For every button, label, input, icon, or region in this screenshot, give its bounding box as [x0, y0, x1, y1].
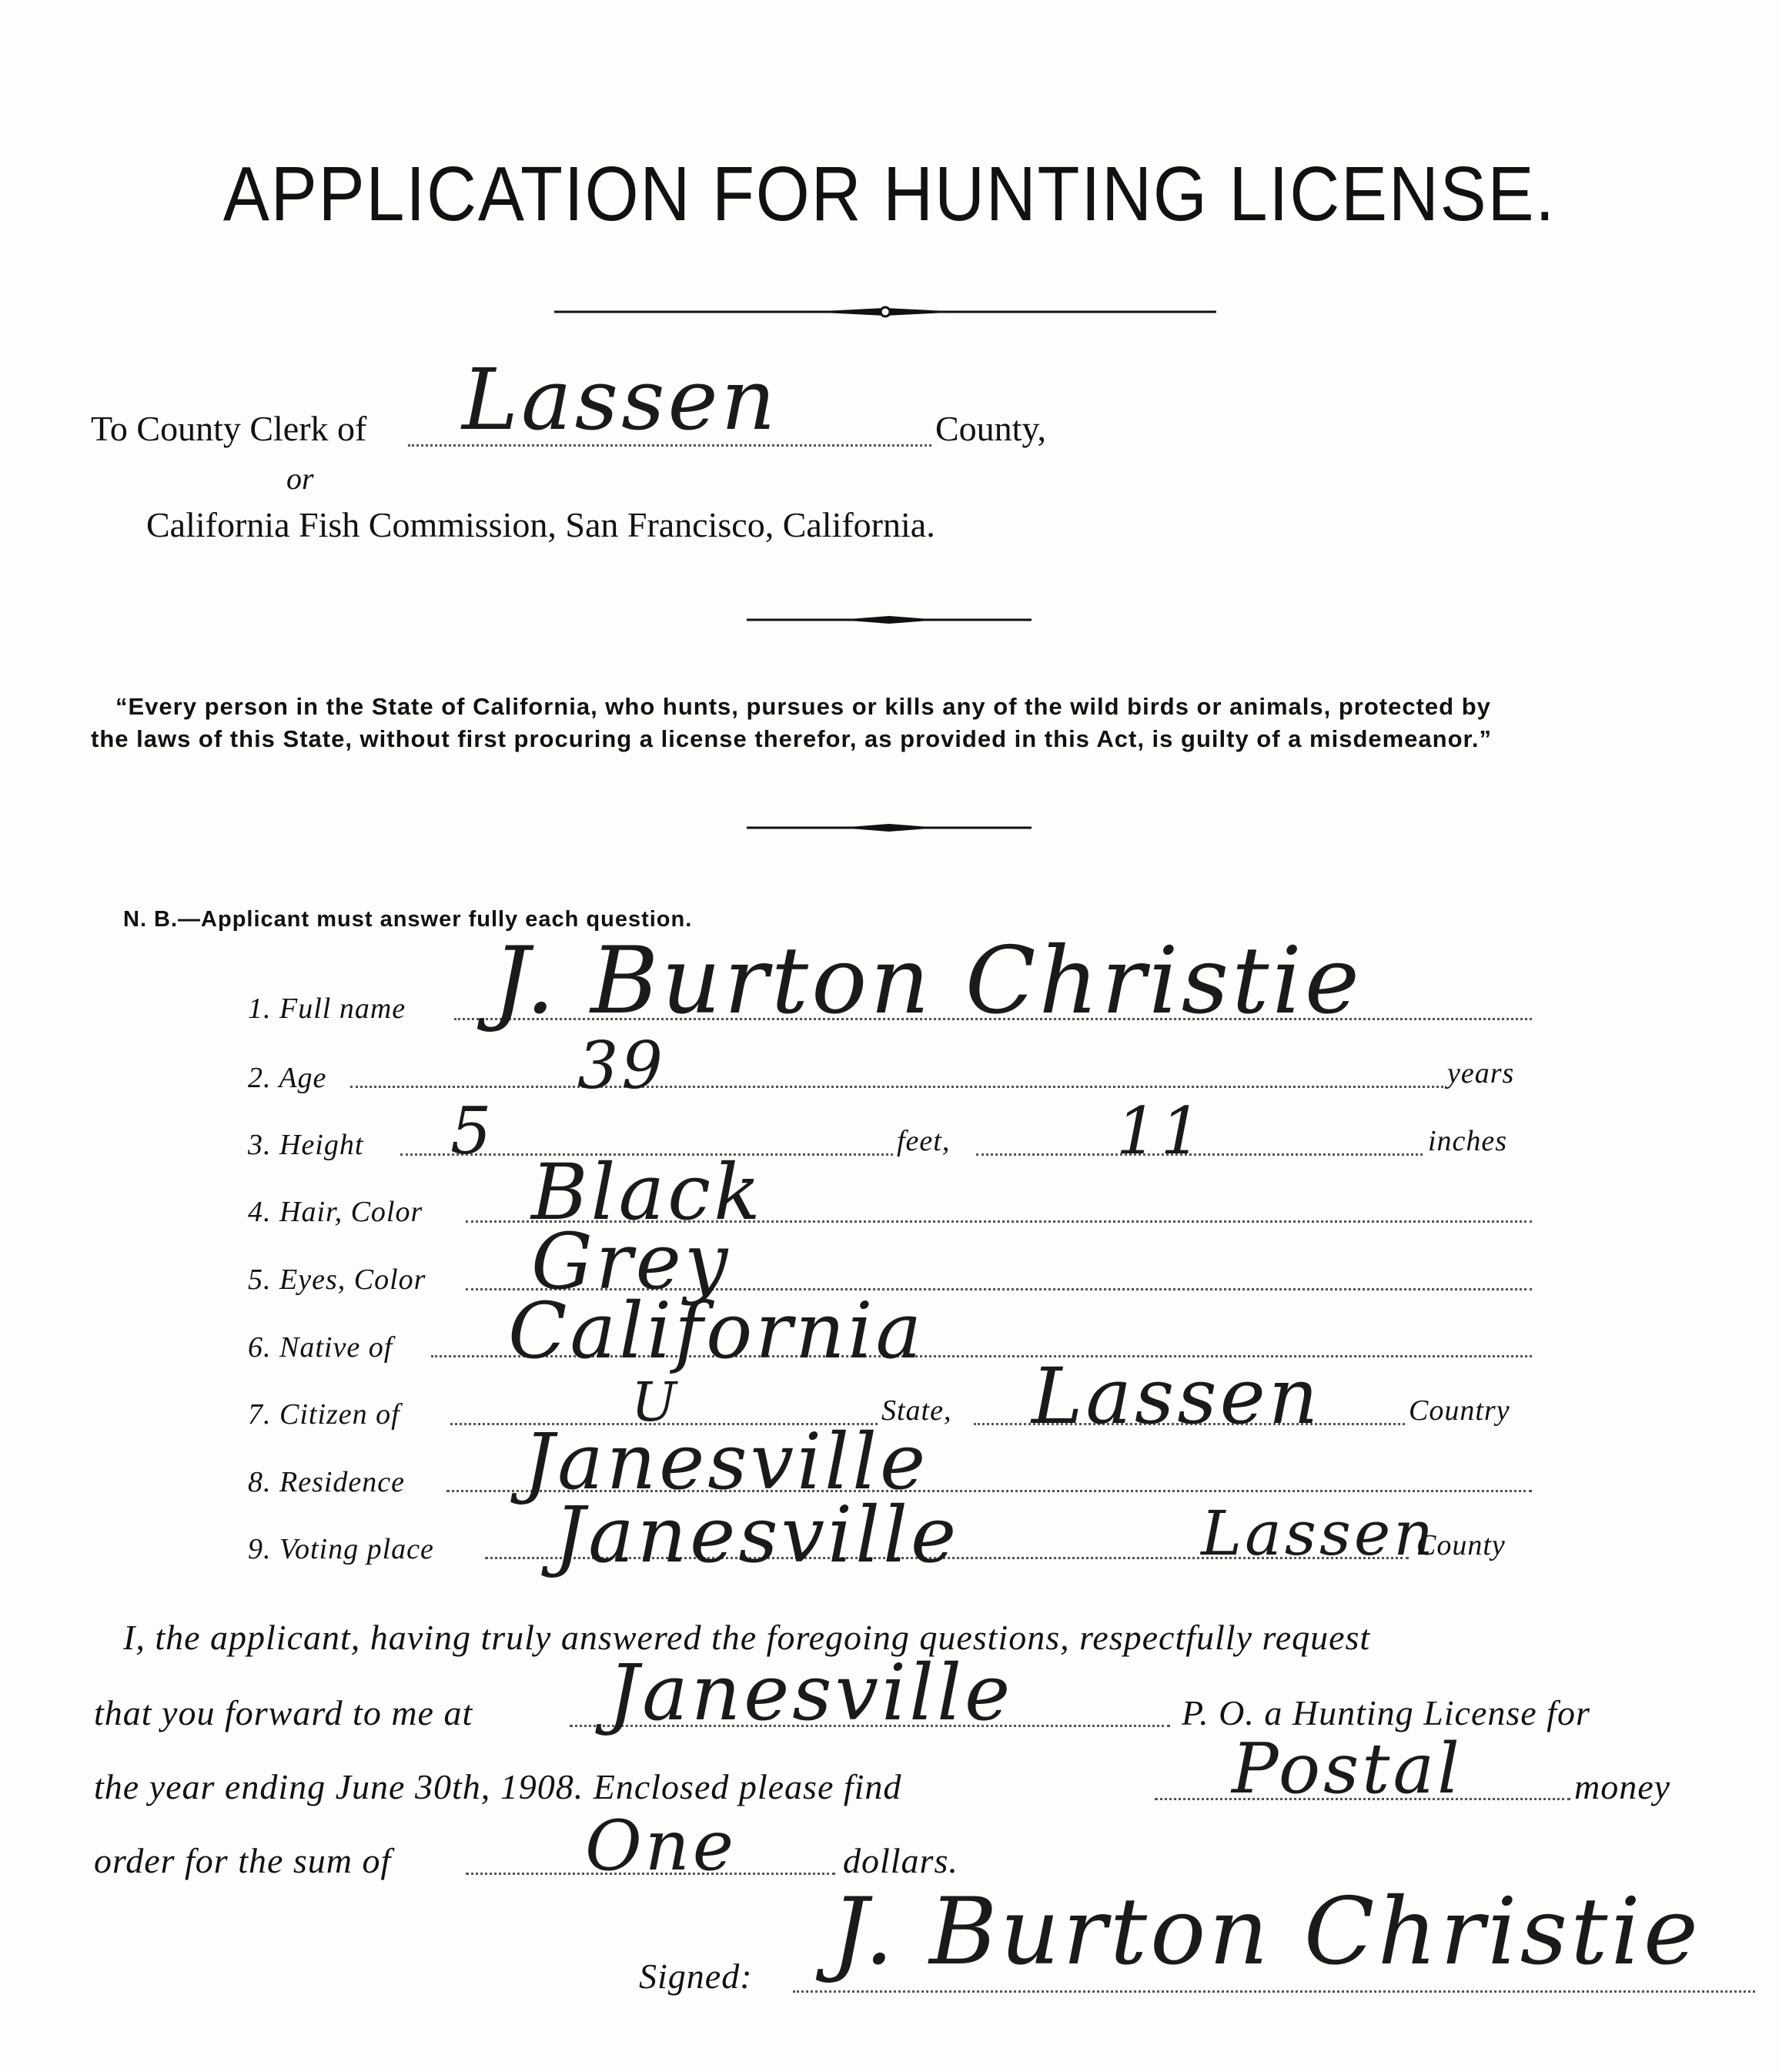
county-suffix-label: County,	[935, 409, 1046, 448]
handwritten-age: 39	[577, 1028, 666, 1103]
to-county-clerk-label: To County Clerk of	[91, 409, 367, 448]
q6-native-of-label: 6. Native of	[248, 1331, 393, 1364]
q7-state-label: State,	[881, 1394, 952, 1427]
handwritten-native: California	[508, 1286, 925, 1376]
request-money-label: money	[1574, 1767, 1671, 1806]
handwritten-hair: Black	[531, 1147, 764, 1237]
nb-instruction: N. B.—Applicant must answer fully each question.	[123, 907, 693, 932]
notice-line-1: “Every person in the State of California, who hunts, pursues or kills any of the wild birds or animals, protected by	[115, 693, 1491, 720]
q3-height-label: 3. Height	[248, 1129, 364, 1161]
commission-label: California Fish Commission, San Francisco, California.	[146, 505, 935, 544]
q1-full-name-label: 1. Full name	[248, 992, 406, 1025]
handwritten-full-name: J. Burton Christie	[493, 928, 1363, 1035]
q3-inches-label: inches	[1428, 1125, 1508, 1157]
q7-citizen-of-label: 7. Citizen of	[248, 1398, 400, 1431]
q9-voting-place-label: 9. Voting place	[248, 1533, 434, 1565]
handwritten-forward-to: Janesville	[608, 1648, 1014, 1738]
signed-label: Signed:	[639, 1957, 753, 1996]
ornamental-divider	[554, 304, 1216, 320]
q7-country-label: Country	[1409, 1394, 1510, 1427]
notice-line-2: the laws of this State, without first procuring a license therefor, as provided in this Act, is guilty of a misdemeanor.”	[91, 725, 1493, 752]
handwritten-voting-place: Janesville	[554, 1490, 960, 1580]
or-label: or	[286, 461, 314, 496]
handwritten-height-feet: 5	[450, 1093, 495, 1169]
handwritten-eyes: Grey	[531, 1217, 731, 1307]
q2-age-label: 2. Age	[248, 1062, 327, 1094]
q4-hair-color-label: 4. Hair, Color	[248, 1196, 423, 1228]
handwritten-sum: One	[585, 1806, 737, 1886]
signature-blank-line	[793, 1990, 1755, 1993]
request-dollars-label: dollars.	[843, 1841, 958, 1880]
q9-county-label: County	[1416, 1529, 1506, 1562]
request-forward-label: that you forward to me at	[94, 1693, 473, 1732]
request-sum-label: order for the sum of	[94, 1841, 392, 1880]
request-year-label: the year ending June 30th, 1908. Enclosed please find	[94, 1767, 902, 1806]
q2-years-label: years	[1447, 1057, 1515, 1090]
q8-residence-label: 8. Residence	[248, 1466, 406, 1498]
q5-eyes-color-label: 5. Eyes, Color	[248, 1264, 426, 1296]
handwritten-signature: J. Burton Christie	[831, 1879, 1701, 1986]
handwritten-payment-type: Postal	[1232, 1729, 1463, 1809]
handwritten-citizen-state: U	[631, 1371, 680, 1434]
q2-blank-line	[350, 1086, 1443, 1088]
request-paragraph-line-1: I, the applicant, having truly answered the foregoing questions, respectfully request	[123, 1618, 1371, 1657]
ornamental-divider	[747, 612, 1032, 628]
handwritten-citizen-country: Lassen	[1032, 1351, 1322, 1441]
handwritten-residence: Janesville	[523, 1417, 929, 1507]
handwritten-county: Lassen	[462, 350, 779, 449]
ornamental-divider	[747, 820, 1032, 835]
handwritten-voting-county: Lassen	[1201, 1498, 1436, 1569]
request-po-label: P. O. a Hunting License for	[1182, 1693, 1590, 1732]
handwritten-height-inches: 11	[1116, 1093, 1205, 1169]
page-title: APPLICATION FOR HUNTING LICENSE.	[222, 151, 1557, 237]
q3-feet-label: feet,	[897, 1125, 951, 1157]
